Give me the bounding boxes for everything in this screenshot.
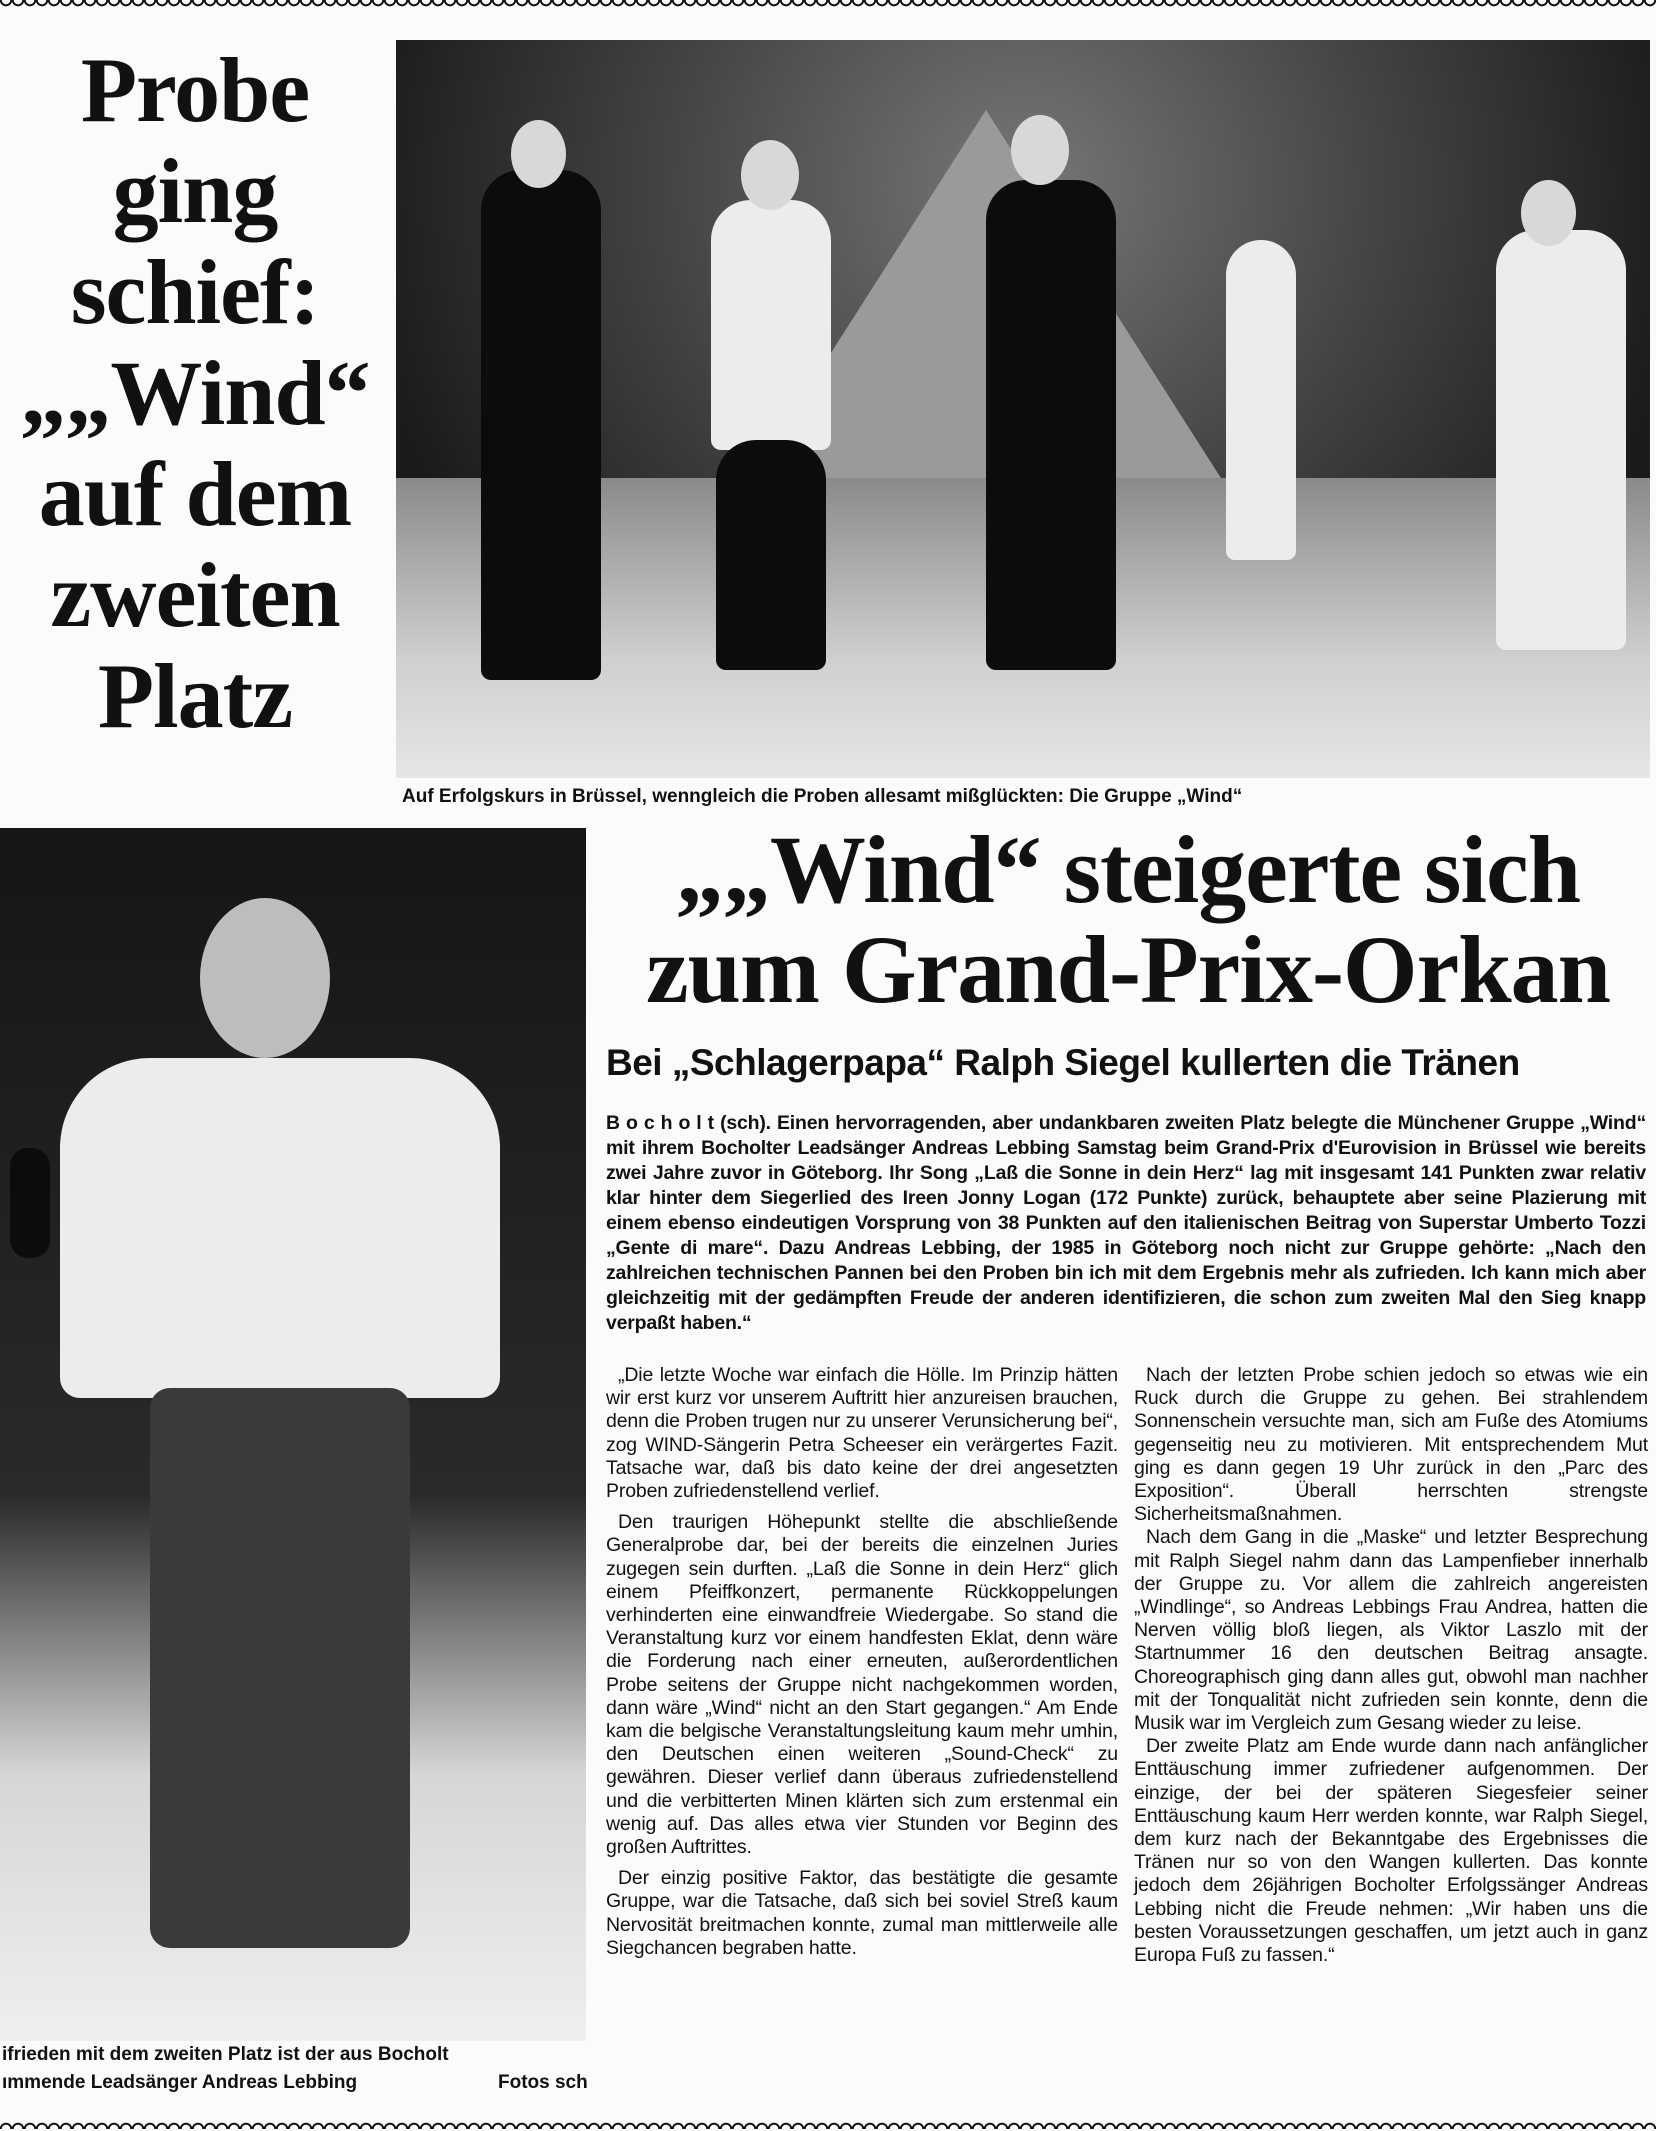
article-subtitle: Bei „Schlagerpapa“ Ralph Siegel kullerten die Tränen — [606, 1042, 1520, 1083]
singer-head — [511, 120, 566, 188]
singer-jeans — [150, 1388, 410, 1948]
musician-head — [1521, 180, 1576, 246]
article-paragraph: Nach der letzten Probe schien jedoch so etwas wie ein Ruck durch die Gruppe zu gehen. Bei strahlendem Sonnenschein versuchte man, sich am Fuße des Atomiums gegenseitig neu zu motivieren. Mit entsprechendem Mut ging es dann gegen 19 Uhr zurück in den „Parc des Exposition“. Überall herrschten strengste Sicherheitsmaßnahmen. — [1134, 1364, 1648, 1526]
crew-figure — [1226, 240, 1296, 560]
article-title — [608, 816, 1648, 1023]
musician-jeans — [716, 440, 826, 670]
bottom-border-ornament — [0, 2117, 1656, 2129]
side-headline-line: ging — [112, 140, 278, 242]
side-headline-line: zweiten — [50, 544, 340, 646]
article-title-line: „„Wind“ steigerte sich — [675, 816, 1581, 923]
photo-credit: Fotos sch — [498, 2072, 588, 2093]
side-headline-line: auf dem — [38, 443, 352, 545]
singer-figure — [481, 170, 601, 680]
article-column-1 — [606, 1364, 1118, 1968]
singer-head — [1011, 115, 1069, 185]
article-column-2 — [1134, 1364, 1648, 1967]
article-paragraph: Nach dem Gang in die „Maske“ und letzter Besprechung mit Ralph Siegel nahm dann das Lampenfieber innerhalb der Gruppe zu. Vor allem die zahlreich angereisten „Windlinge“, so Andreas Lebbings Frau Andrea, hatten die Nerven völlig bloß liegen, als Viktor Laszlo mit der Startnummer 16 den deutschen Beitrag ansagte. Choreographisch ging dann alles gut, obwohl man nachher mit der Tonqualität nicht zufrieden sein konnte, denn die Musik war im Vergleich zum Gesang wieder zu leise. — [1134, 1526, 1648, 1735]
left-photo-caption: ifrieden mit dem zweiten Platz ist der aus Bocholt — [2, 2044, 449, 2065]
singer-figure — [986, 180, 1116, 670]
article-paragraph: Den traurigen Höhepunkt stellte die abschließende Generalprobe dar, bei der bereits die einzelnen Juries zugegen sein durften. „Laß die Sonne in dein Herz“ glich einem Pfeiffkonzert, permanente Rückkoppelungen verhinderten eine einwandfreie Wiedergabe. So stand die Veranstaltung kurz vor einem handfesten Eklat, denn wäre die Forderung nach einer erneuten, außerordentlichen Probe seitens der Gruppe nicht nachgekommen worden, dann wäre „Wind“ nicht an den Start gegangen.“ Am Ende kam die belgische Veranstaltungsleitung kaum mehr umhin, den Deutschen einen weiteren „Sound-Check“ zu gewähren. Dieser verlief dann überaus zufriedenstellend und die verbitterten Minen klärten sich zum erstenmal ein wenig auf. Das alles etwa vier Stunden vor Beginn des großen Auftrittes. — [606, 1511, 1118, 1859]
side-headline — [0, 40, 390, 747]
article-title-line: zum Grand-Prix-Orkan — [646, 916, 1610, 1023]
side-headline-line: Probe — [80, 39, 310, 141]
top-photo-caption: Auf Erfolgskurs in Brüssel, wenngleich die Proben allesamt mißglückten: Die Gruppe „Wind“ — [402, 786, 1243, 807]
musician-head — [741, 140, 799, 210]
left-photo-caption: ımmende Leadsänger Andreas Lebbing — [2, 2072, 358, 2093]
side-headline-line: „„Wind“ — [20, 342, 370, 444]
singer-head — [200, 898, 330, 1058]
article-paragraph: Der einzig positive Faktor, das bestätigte die gesamte Gruppe, war die Tatsache, daß sich bei soviel Streß kaum Nervosität breitmachen konnte, zumal man mittlerweile alle Siegchancen begraben hatte. — [606, 1867, 1118, 1959]
microphone — [10, 1148, 50, 1258]
lead-singer-photo — [0, 828, 586, 2041]
musician-figure — [711, 200, 831, 450]
article-paragraph: „Die letzte Woche war einfach die Hölle. Im Prinzip hätten wir erst kurz vor unserem Auftritt hier anzureisen brauchen, denn die Proben trugen nur zu unserer Verunsicherung bei“, zog WIND-Sängerin Petra Scheeser ein verärgertes Fazit. Tatsache war, daß bis dato keine der drei angesetzten Proben zufriedenstellend verlief. — [606, 1364, 1118, 1503]
side-headline-line: Platz — [97, 645, 293, 747]
band-rehearsal-photo — [396, 40, 1650, 778]
musician-figure — [1496, 230, 1626, 650]
singer-white-shirt — [60, 1058, 500, 1398]
side-headline-line: schief: — [70, 241, 320, 343]
top-border-ornament — [0, 0, 1656, 12]
article-lead-paragraph: B o c h o l t (sch). Einen hervorragenden, aber undankbaren zweiten Platz belegte die Münchener Gruppe „Wind“ mit ihrem Bocholter Leadsänger Andreas Lebbing Samstag beim Grand-Prix d'Eurovision in Brüssel wie bereits zwei Jahre zuvor in Göteborg. Ihr Song „Laß die Sonne in dein Herz“ lag mit insgesamt 141 Punkten zwar relativ klar hinter dem Siegerlied des Ireen Jonny Logan (172 Punkte) zurück, behauptete aber seine Plazierung mit einem ebenso eindeutigen Vorsprung von 38 Punkten auf den italienischen Beitrag von Superstar Umberto Tozzi „Gente di mare“. Dazu Andreas Lebbing, der 1985 in Göteborg noch nicht zur Gruppe gehörte: „Nach den zahlreichen technischen Pannen bei den Proben bin ich mit dem Ergebnis mehr als zufrieden. Ich kann mich aber gleichzeitig mit der gedämpften Freude der anderen identifizieren, die schon zum zweiten Mal den Sieg knapp verpaßt haben.“ — [606, 1112, 1646, 1334]
article-paragraph: Der zweite Platz am Ende wurde dann nach anfänglicher Enttäuschung immer zufriedener aufgenommen. Der einzige, der bei der späteren Siegesfeier seiner Enttäuschung kaum Herr werden konnte, war Ralph Siegel, dem kurz nach der Bekanntgabe des Ergebnisses die Tränen nur so von den Wangen kullerten. Das konnte jedoch dem 26jährigen Bocholter Erfolgssänger Andreas Lebbing nicht die Freude nehmen: „Wir haben uns die besten Voraussetzungen geschaffen, um jetzt auch in ganz Europa Fuß zu fassen.“ — [1134, 1735, 1648, 1967]
